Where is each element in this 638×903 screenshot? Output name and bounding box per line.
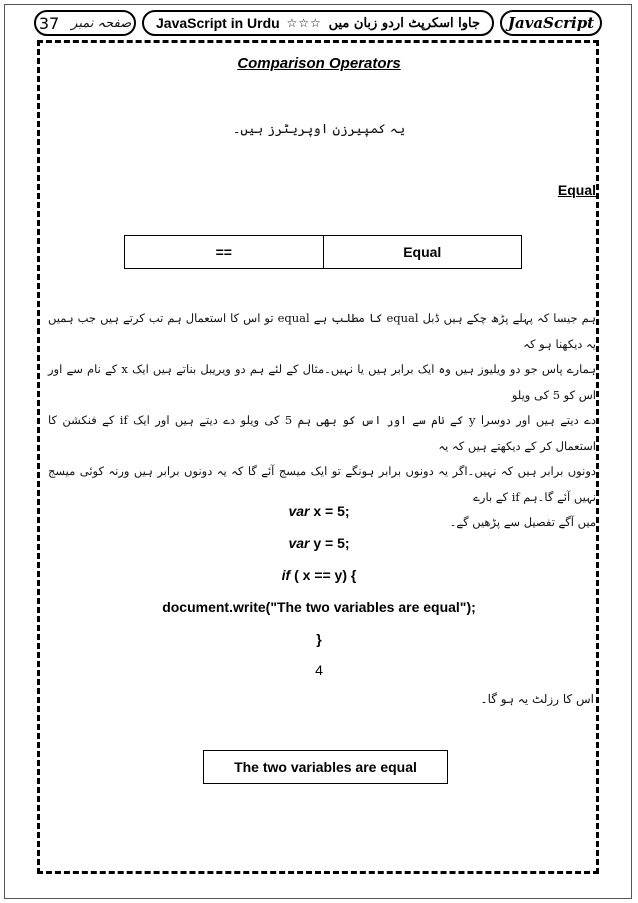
operator-table	[124, 235, 522, 269]
brand-text: JavaScript	[507, 14, 595, 32]
paragraph-line: دے دیتے ہیں اور دوسرا y کے نام سے اور اس کو بھی ہم 5 کی ویلو دے دیتے ہیں اور ایک if کے فنکشن کا استعمال کر کے دیکھتے ہیں کہ یہ	[48, 413, 596, 453]
code-text: y = 5;	[309, 535, 350, 551]
code-keyword: var	[288, 503, 310, 519]
page-number: 37	[38, 13, 60, 33]
table-row	[125, 236, 522, 269]
code-line-2	[0, 535, 638, 551]
header-title-en: JavaScript in Urdu	[156, 15, 280, 31]
paragraph-line: ہم جیسا کہ پہلے پڑھ چکے ہیں ڈبل equal کا مطلب ہے equal تو اس کا استعمال ہم تب کرتے ہیں جب ہمیں یہ دیکھنا ہو کہ	[48, 311, 596, 351]
explanation-paragraph	[48, 306, 596, 536]
code-line-6: 4	[315, 662, 323, 678]
intro-text: یہ کمپیرزن اوپریٹرز ہیں۔	[232, 122, 406, 137]
result-output-box	[203, 750, 448, 784]
header-title-ur: جاوا اسکرپٹ اردو زبان میں	[328, 15, 480, 31]
section-title: Comparison Operators	[237, 55, 401, 72]
page-number-label: صفحہ نمبر	[71, 15, 132, 31]
equal-heading: Equal	[557, 182, 596, 198]
result-output-text: The two variables are equal	[234, 759, 417, 775]
code-line-1	[0, 503, 638, 519]
paragraph-line: میں آگے تفصیل سے پڑھیں گے۔	[449, 515, 596, 529]
operator-symbol: ==	[125, 236, 324, 269]
code-text: x = 5;	[309, 503, 350, 519]
code-line-5: }	[316, 631, 322, 647]
page-number-badge	[34, 10, 136, 36]
result-label: اس کا رزلٹ یہ ہو گا۔	[480, 692, 594, 706]
star-icons: ☆☆☆	[286, 16, 322, 30]
brand-badge	[500, 10, 602, 36]
code-line-3	[0, 567, 638, 583]
operator-name: Equal	[323, 236, 522, 269]
paragraph-line: ہمارے پاس جو دو ویلیوز ہیں وہ ایک برابر ہیں یا نہیں۔مثال کے لئے ہم دو ویریبل بناتے ہیں ایک x کے نام سے اور اس کو 5 کی ویلو	[48, 362, 597, 402]
code-keyword: var	[288, 535, 310, 551]
header-title-badge	[142, 10, 494, 36]
code-keyword: if	[281, 567, 291, 583]
paragraph-line: دونوں برابر ہیں کہ نہیں۔اگر یہ دونوں برابر ہونگے تو ایک میسج آئے گا کہ یہ دونوں برابر ہیں ورنہ کوئی میسج نہیں آئے گا۔ہم if کے بارے	[48, 464, 596, 504]
code-line-4: document.write("The two variables are equal");	[162, 599, 476, 615]
code-text: ( x == y) {	[290, 567, 357, 583]
